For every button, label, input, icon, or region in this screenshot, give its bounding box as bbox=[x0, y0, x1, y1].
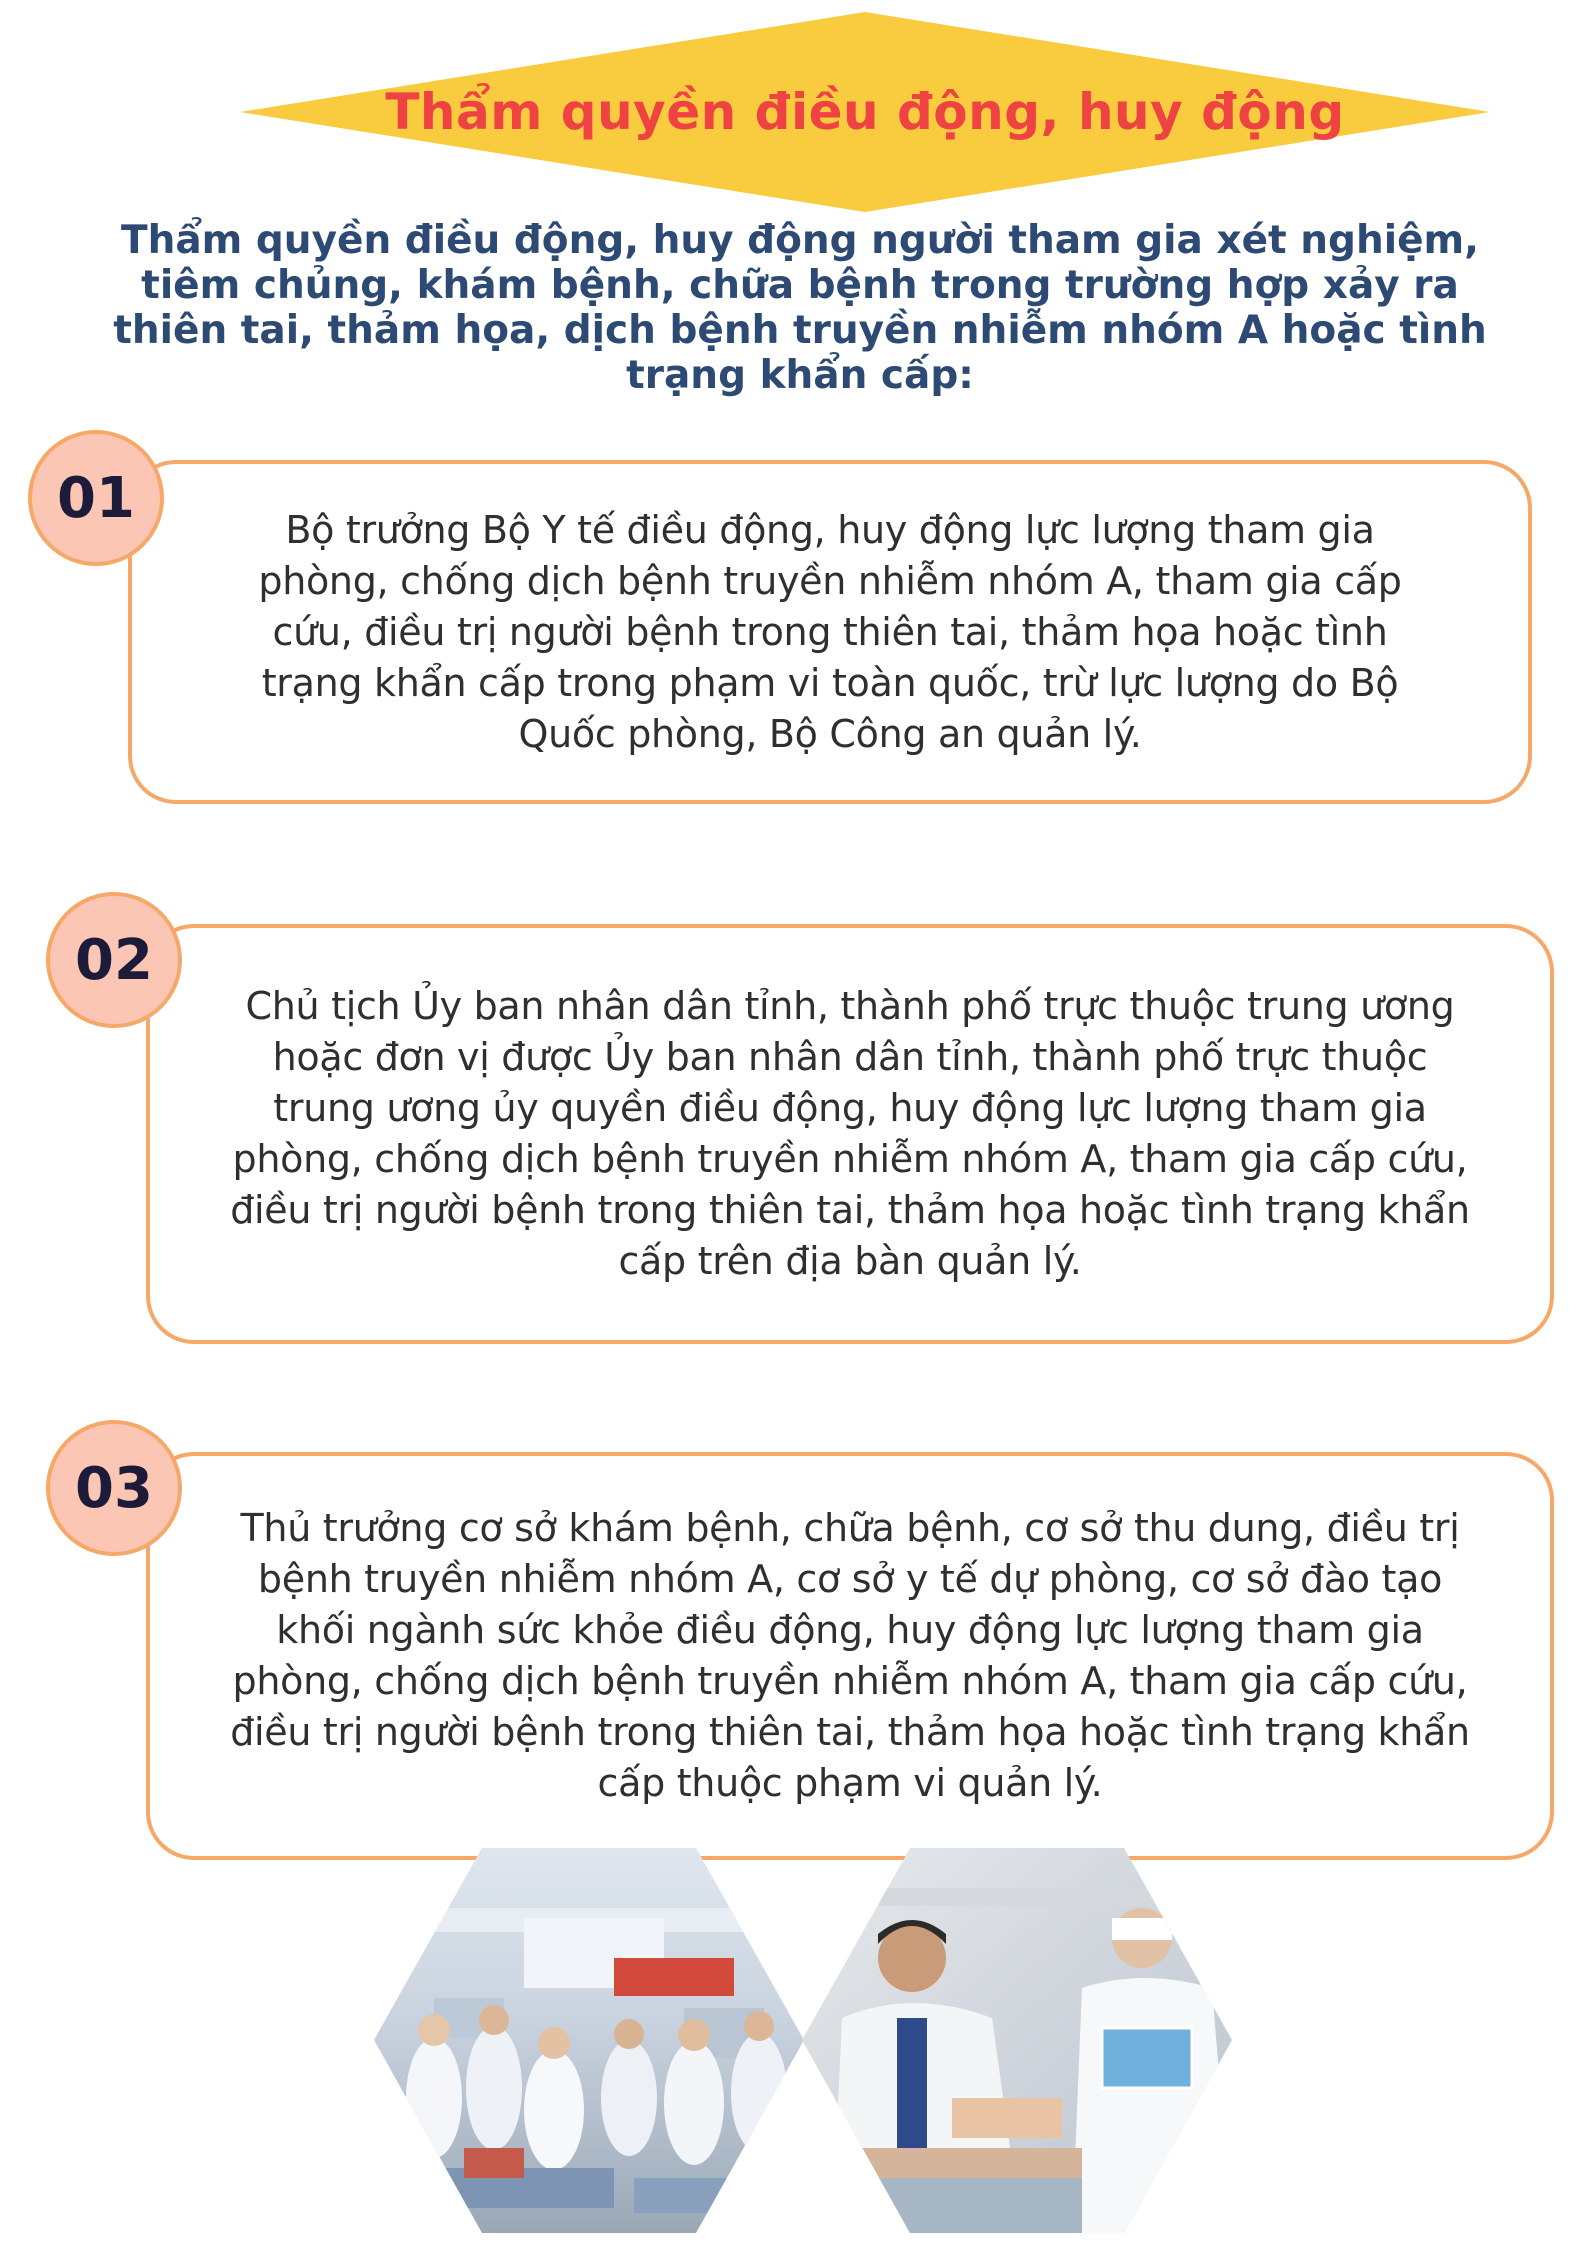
page-title: Thẩm quyền điều động, huy động bbox=[385, 83, 1345, 141]
title-banner bbox=[240, 12, 1490, 212]
authority-card-2 bbox=[146, 924, 1554, 1344]
number-badge-2: 02 bbox=[46, 892, 182, 1028]
number-badge-1: 01 bbox=[28, 430, 164, 566]
number-badge-3: 03 bbox=[46, 1420, 182, 1556]
authority-card-1 bbox=[128, 460, 1532, 804]
doctor-examination-photo bbox=[802, 1848, 1232, 2233]
card-text-2: Chủ tịch Ủy ban nhân dân tỉnh, thành phố trực thuộc trung ương hoặc đơn vị được Ủy ban nhân dân tỉnh, thành phố trực thuộc trung ương ủy quyền điều động, huy động lực lượng tham gia phòng, chống dịch bệnh truyền nhiễm nhóm A, tham gia cấp cứu, điều trị người bệnh trong thiên tai, thảm họa hoặc tình trạng khẩn cấp trên địa bàn quản lý. bbox=[230, 984, 1470, 1283]
authority-card-3 bbox=[146, 1452, 1554, 1860]
hospital-ward-photo bbox=[374, 1848, 804, 2233]
card-text-3: Thủ trưởng cơ sở khám bệnh, chữa bệnh, cơ sở thu dung, điều trị bệnh truyền nhiễm nhóm A, cơ sở y tế dự phòng, cơ sở đào tạo khối ngành sức khỏe điều động, huy động lực lượng tham gia phòng, chống dịch bệnh truyền nhiễm nhóm A, tham gia cấp cứu, điều trị người bệnh trong thiên tai, thảm họa hoặc tình trạng khẩn cấp thuộc phạm vi quản lý. bbox=[230, 1506, 1470, 1805]
intro-heading: Thẩm quyền điều động, huy động người tham gia xét nghiệm, tiêm chủng, khám bệnh, chữa bệnh trong trường hợp xảy ra thiên tai, thảm họa, dịch bệnh truyền nhiễm nhóm A hoặc tình trạng khẩn cấp: bbox=[113, 218, 1487, 398]
card-text-1: Bộ trưởng Bộ Y tế điều động, huy động lực lượng tham gia phòng, chống dịch bệnh truyền nhiễm nhóm A, tham gia cấp cứu, điều trị người bệnh trong thiên tai, thảm họa hoặc tình trạng khẩn cấp trong phạm vi toàn quốc, trừ lực lượng do Bộ Quốc phòng, Bộ Công an quản lý. bbox=[258, 507, 1402, 756]
